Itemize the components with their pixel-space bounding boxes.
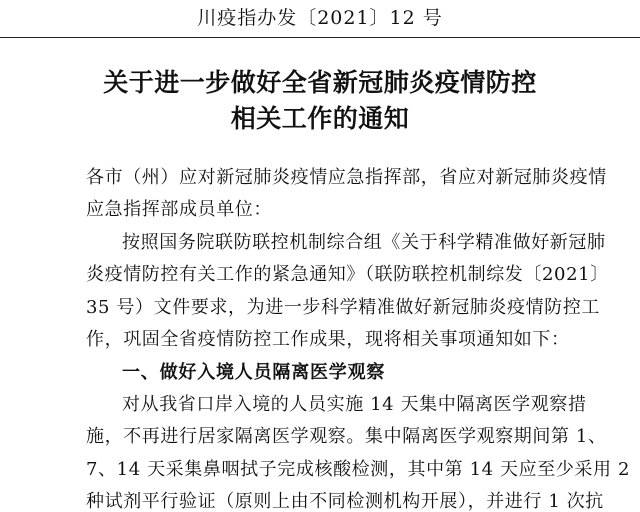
document-number: 川疫指办发〔2021〕12 号 <box>197 7 443 29</box>
document-title-line-1: 关于进一步做好全省新冠肺炎疫情防控 <box>103 68 537 97</box>
paragraph-1-line-4: 作，巩固全省疫情防控工作成果，现将相关事项通知如下： <box>86 329 570 350</box>
paragraph-1-line-1: 按照国务院联防联控机制综合组《关于科学精准做好新冠肺 <box>122 232 606 253</box>
paragraph-1-line-3: 35 号）文件要求，为进一步科学精准做好新冠肺炎疫情防控工 <box>86 297 601 318</box>
addressee-line-2: 应急指挥部成员单位： <box>86 199 272 220</box>
paragraph-1-line-2: 炎疫情防控有关工作的紧急通知》（联防联控机制综发〔2021〕 <box>86 264 609 285</box>
paragraph-2-line-3: 7、14 天采集鼻咽拭子完成核酸检测，其中第 14 天应至少采用 2 <box>86 459 630 480</box>
header-divider <box>0 37 640 38</box>
paragraph-2-line-4: 种试剂平行验证（原则上由不同检测机构开展），并进行 1 次抗 <box>86 491 604 512</box>
paragraph-2-line-2: 施，不再进行居家隔离医学观察。集中隔离医学观察期间第 1、 <box>86 426 607 447</box>
document-title-line-2: 相关工作的通知 <box>230 104 410 133</box>
paragraph-2-line-1: 对从我省口岸入境的人员实施 14 天集中隔离医学观察措 <box>122 394 587 415</box>
addressee-line-1: 各市（州）应对新冠肺炎疫情应急指挥部，省应对新冠肺炎疫情 <box>86 167 607 188</box>
section-heading-1: 一、做好入境人员隔离医学观察 <box>122 362 386 383</box>
